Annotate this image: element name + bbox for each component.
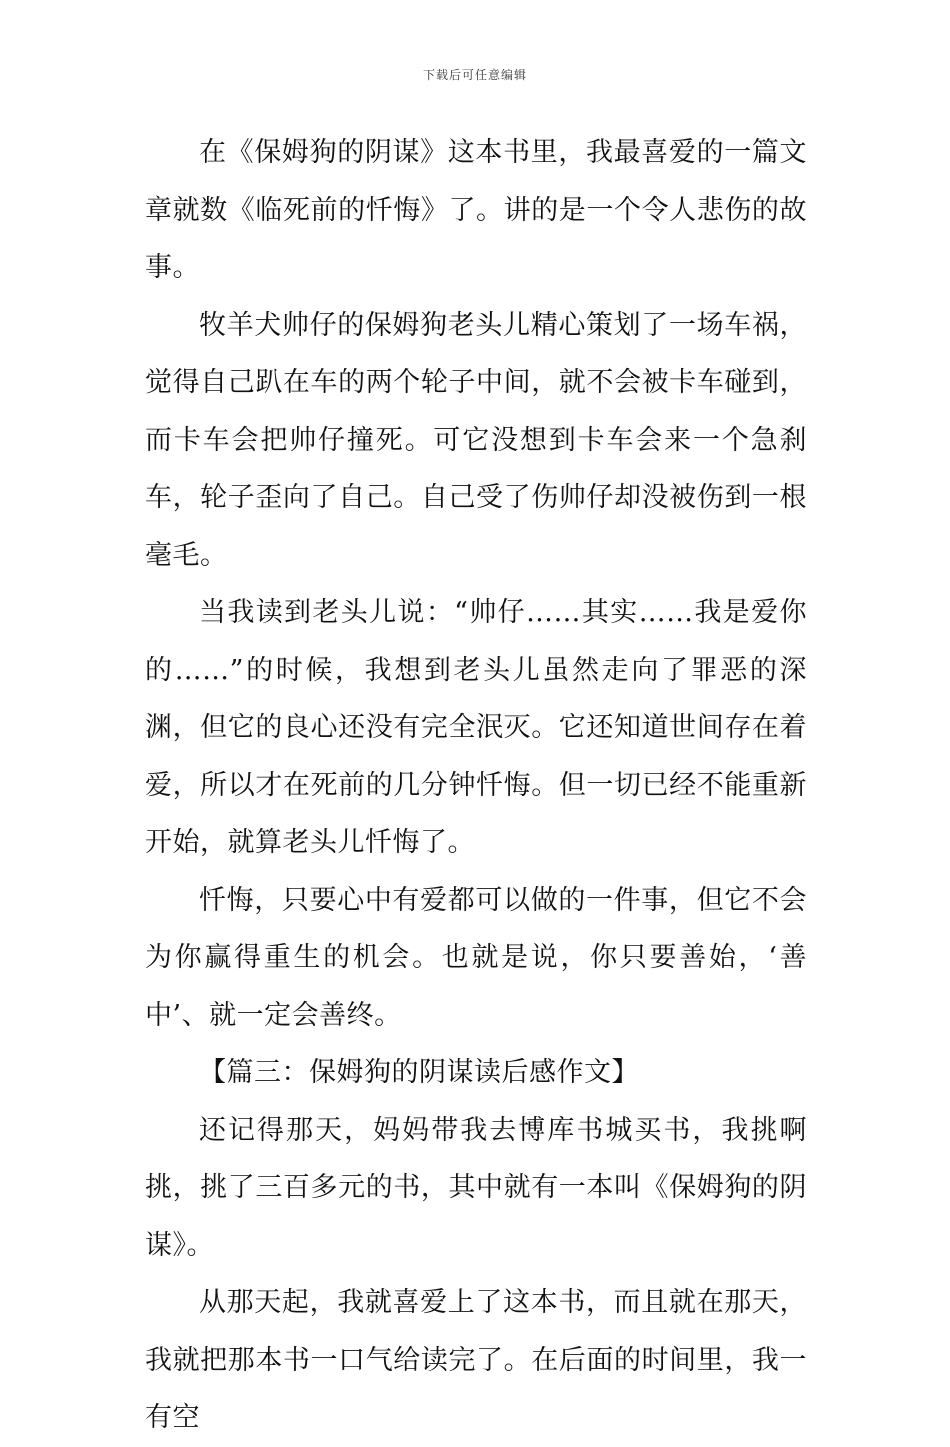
paragraph-1: 在《保姆狗的阴谋》这本书里，我最喜爱的一篇文章就数《临死前的忏悔》了。讲的是一个令人悲伤的故事。 bbox=[145, 137, 807, 283]
paragraph-3: 当我读到老头儿说：“帅仔……其实……我是爱你的……”的时候，我想到老头儿虽然走向了罪恶的深渊，但它的良心还没有完全泯灭。它还知道世间存在着爱，所以才在死前的几分钟忏悔。但一切已经不能重新开始，就算老头儿忏悔了。 bbox=[145, 597, 807, 858]
paragraph-6: 从那天起，我就喜爱上了这本书，而且就在那天，我就把那本书一口气给读完了。在后面的时间里，我一有空 bbox=[145, 1287, 807, 1433]
document-body bbox=[145, 124, 807, 1447]
section-heading: 【篇三：保姆狗的阴谋读后感作文】 bbox=[199, 1057, 639, 1088]
paragraph-2: 牧羊犬帅仔的保姆狗老头儿精心策划了一场车祸，觉得自己趴在车的两个轮子中间，就不会被卡车碰到，而卡车会把帅仔撞死。可它没想到卡车会来一个急刹车，轮子歪向了自己。自己受了伤帅仔却没被伤到一根毫毛。 bbox=[145, 309, 807, 571]
paragraph-4: 忏悔，只要心中有爱都可以做的一件事，但它不会为你赢得重生的机会。也就是说，你只要善始，‘善中’、就一定会善终。 bbox=[145, 884, 807, 1031]
page-header: 下载后可任意编辑 bbox=[422, 68, 527, 82]
paragraph-5: 还记得那天，妈妈带我去博库书城买书，我挑啊挑，挑了三百多元的书，其中就有一本叫《保姆狗的阴谋》。 bbox=[145, 1114, 807, 1261]
